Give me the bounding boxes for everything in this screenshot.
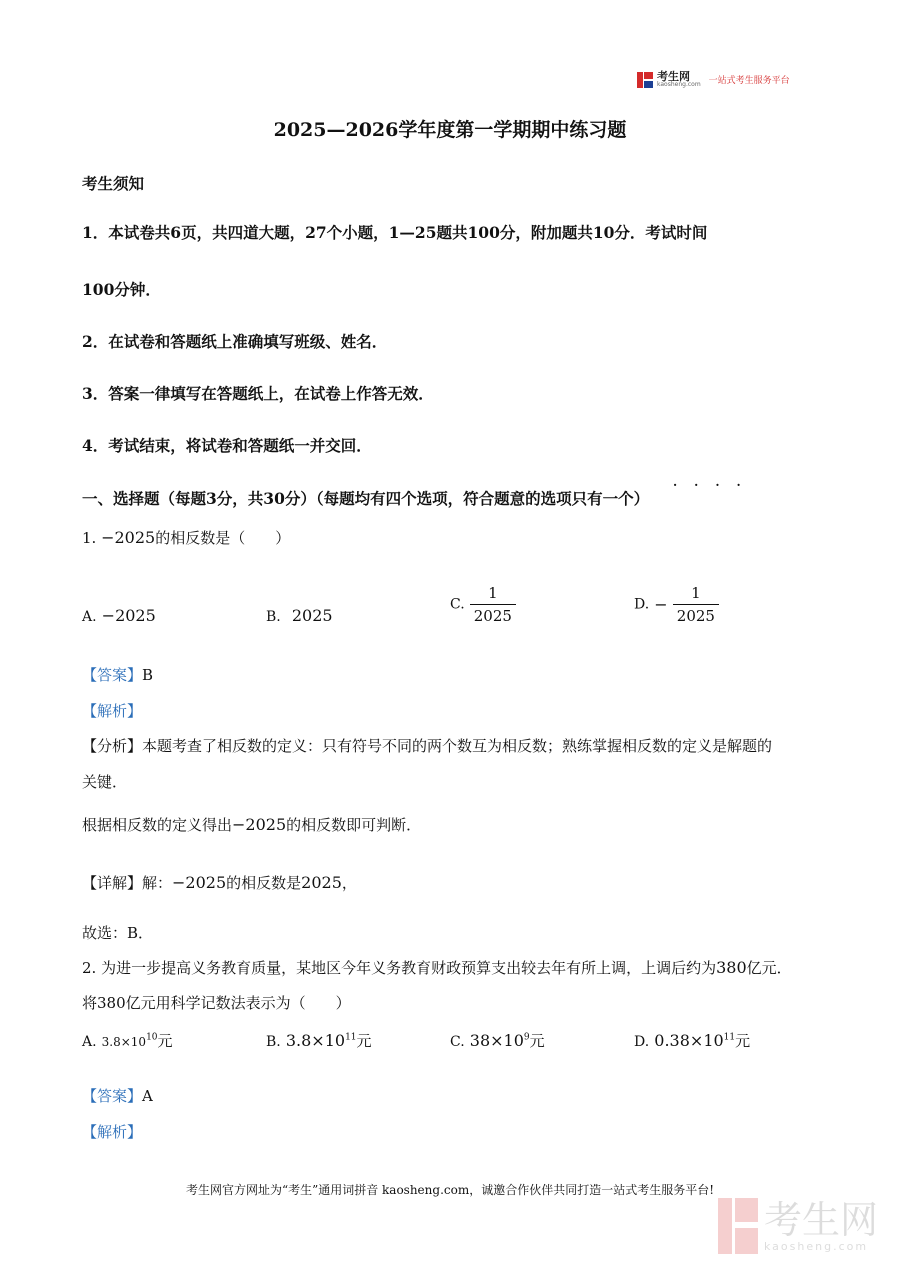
q1-option-c-denominator: 2025 xyxy=(470,604,516,625)
q2-option-c-label: C. xyxy=(450,1034,465,1050)
question-1-number: 1. xyxy=(82,529,97,547)
q1-option-c xyxy=(450,584,516,625)
q2-option-b-exp: 11 xyxy=(345,1032,357,1043)
watermark-name: 考生网 xyxy=(764,1197,879,1242)
watermark-domain: kaosheng.com xyxy=(764,1239,869,1253)
question-2-amount: 380 xyxy=(716,958,747,977)
q2-option-a-exp: 10 xyxy=(146,1032,158,1043)
question-1 xyxy=(82,527,290,548)
question-1-expr: −2025 xyxy=(101,528,156,547)
logo-name: 考生网 xyxy=(657,70,690,83)
q2-option-b-base: 3.8×10 xyxy=(285,1031,346,1050)
logo-slogan: 一站式考生服务平台 xyxy=(708,76,790,86)
q1-option-d xyxy=(634,584,719,625)
notice-item-4: 4．考试结束，将试卷和答题纸一并交回． xyxy=(82,436,372,455)
q1-option-d-label: D. xyxy=(634,596,650,613)
question-2-text-pre: 为进一步提高义务教育质量，某地区今年义务教育财政预算支出较去年有所上调，上调后约为 xyxy=(101,959,717,977)
q1-option-d-fraction xyxy=(673,584,719,625)
q2-option-d-exp: 11 xyxy=(723,1032,736,1043)
q2-option-a-base: 3.8×10 xyxy=(101,1035,147,1049)
q1-option-d-sign: − xyxy=(654,595,668,614)
q1-option-d-denominator: 2025 xyxy=(673,604,719,625)
q1-option-c-fraction xyxy=(470,584,516,625)
logo-text xyxy=(657,71,701,88)
q1-option-a-label: A. xyxy=(82,609,97,625)
q1-answer-value: B xyxy=(142,666,154,684)
q2-option-b xyxy=(266,1030,372,1051)
q2-answer xyxy=(82,1085,153,1106)
page-footer: 考生网官方网址为“考生”通用词拼音 kaosheng.com，诚邀合作伙伴共同打造一站式考生服务平台! xyxy=(185,1183,715,1197)
question-1-text: 的相反数是（ ） xyxy=(155,529,291,547)
q2-option-a xyxy=(82,1030,173,1051)
q2-option-c-unit: 元 xyxy=(529,1032,545,1050)
q1-option-c-numerator: 1 xyxy=(488,584,498,602)
q2-option-c-base: 38×10 xyxy=(469,1031,524,1050)
q2-option-c xyxy=(450,1030,545,1051)
q1-analysis-line-3-expr: −2025 xyxy=(232,815,287,834)
notice-item-3: 3．答案一律填写在答题纸上，在试卷上作答无效． xyxy=(82,384,434,403)
question-2-line-1 xyxy=(82,957,792,978)
question-2-number: 2. xyxy=(82,959,97,977)
watermark xyxy=(718,1198,878,1254)
q1-conclusion: 故选：B． xyxy=(82,924,154,942)
notice-item-1: 1．本试卷共6页，共四道大题，27个小题，1—25题共100分，附加题共10分．考试时间 xyxy=(82,223,708,242)
q1-detail-pre: 【详解】解： xyxy=(82,874,173,892)
header-logo xyxy=(637,71,790,88)
q2-analysis-tag: 【解析】 xyxy=(82,1123,143,1141)
q2-option-d-label: D. xyxy=(634,1034,650,1050)
q1-option-b-value: 2025 xyxy=(291,606,333,625)
question-2-text-post: 亿元． xyxy=(746,959,792,977)
q1-analysis-line-3 xyxy=(82,814,421,835)
q1-detail xyxy=(82,872,357,893)
q2-option-c-exp: 9 xyxy=(523,1032,530,1043)
q1-option-a-value: −2025 xyxy=(101,606,156,625)
q2-option-d-base: 0.38×10 xyxy=(654,1031,724,1050)
kaosheng-logo-icon xyxy=(637,72,653,88)
logo-domain: kaosheng.com xyxy=(657,81,701,88)
q1-option-c-label: C. xyxy=(450,596,465,613)
q1-detail-mid: 的相反数是 xyxy=(226,874,302,892)
q1-answer xyxy=(82,664,153,685)
q2-option-b-unit: 元 xyxy=(356,1032,372,1050)
watermark-logo-icon xyxy=(718,1198,758,1254)
q2-answer-tag: 【答案】 xyxy=(82,1087,143,1105)
q1-analysis-tag: 【解析】 xyxy=(82,702,143,720)
q1-analysis-line-2: 关键． xyxy=(82,773,128,791)
notice-item-1-cont: 100分钟． xyxy=(82,280,161,299)
notice-item-2: 2．在试卷和答题纸上准确填写班级、姓名． xyxy=(82,332,388,351)
q1-option-d-numerator: 1 xyxy=(691,584,701,602)
q1-analysis-line-3-pre: 根据相反数的定义得出 xyxy=(82,816,233,834)
q1-option-b-label: B. xyxy=(266,609,281,625)
q1-answer-tag: 【答案】 xyxy=(82,666,143,684)
notice-heading: 考生须知 xyxy=(82,174,145,193)
q1-option-b xyxy=(266,606,333,625)
q1-detail-post: ， xyxy=(341,874,357,892)
q2-option-d-unit: 元 xyxy=(735,1032,751,1050)
watermark-text xyxy=(764,1197,879,1253)
q1-analysis-line-1: 【分析】本题考查了相反数的定义：只有符号不同的两个数互为相反数；熟练掌握相反数的定义是解题的 xyxy=(82,737,773,755)
question-2-line-2: 将380亿元用科学记数法表示为（ ） xyxy=(82,994,351,1012)
q2-option-a-unit: 元 xyxy=(157,1032,173,1050)
q1-option-a xyxy=(82,606,156,625)
section-1-heading: 一、选择题（每题3分，共30分）（每题均有四个选项，符合题意的选项只有一个） xyxy=(82,489,650,508)
q2-answer-value: A xyxy=(142,1087,153,1105)
q1-analysis-line-3-post: 的相反数即可判断． xyxy=(286,816,422,834)
emphasis-dots: ···· xyxy=(673,478,758,492)
q2-option-a-label: A. xyxy=(82,1034,97,1050)
q2-option-b-label: B. xyxy=(266,1034,281,1050)
q1-detail-expr-1: −2025 xyxy=(172,873,227,892)
q1-detail-expr-2: 2025 xyxy=(301,873,342,892)
q2-option-d xyxy=(634,1030,750,1051)
page-title: 2025—2026学年度第一学期期中练习题 xyxy=(273,119,627,141)
